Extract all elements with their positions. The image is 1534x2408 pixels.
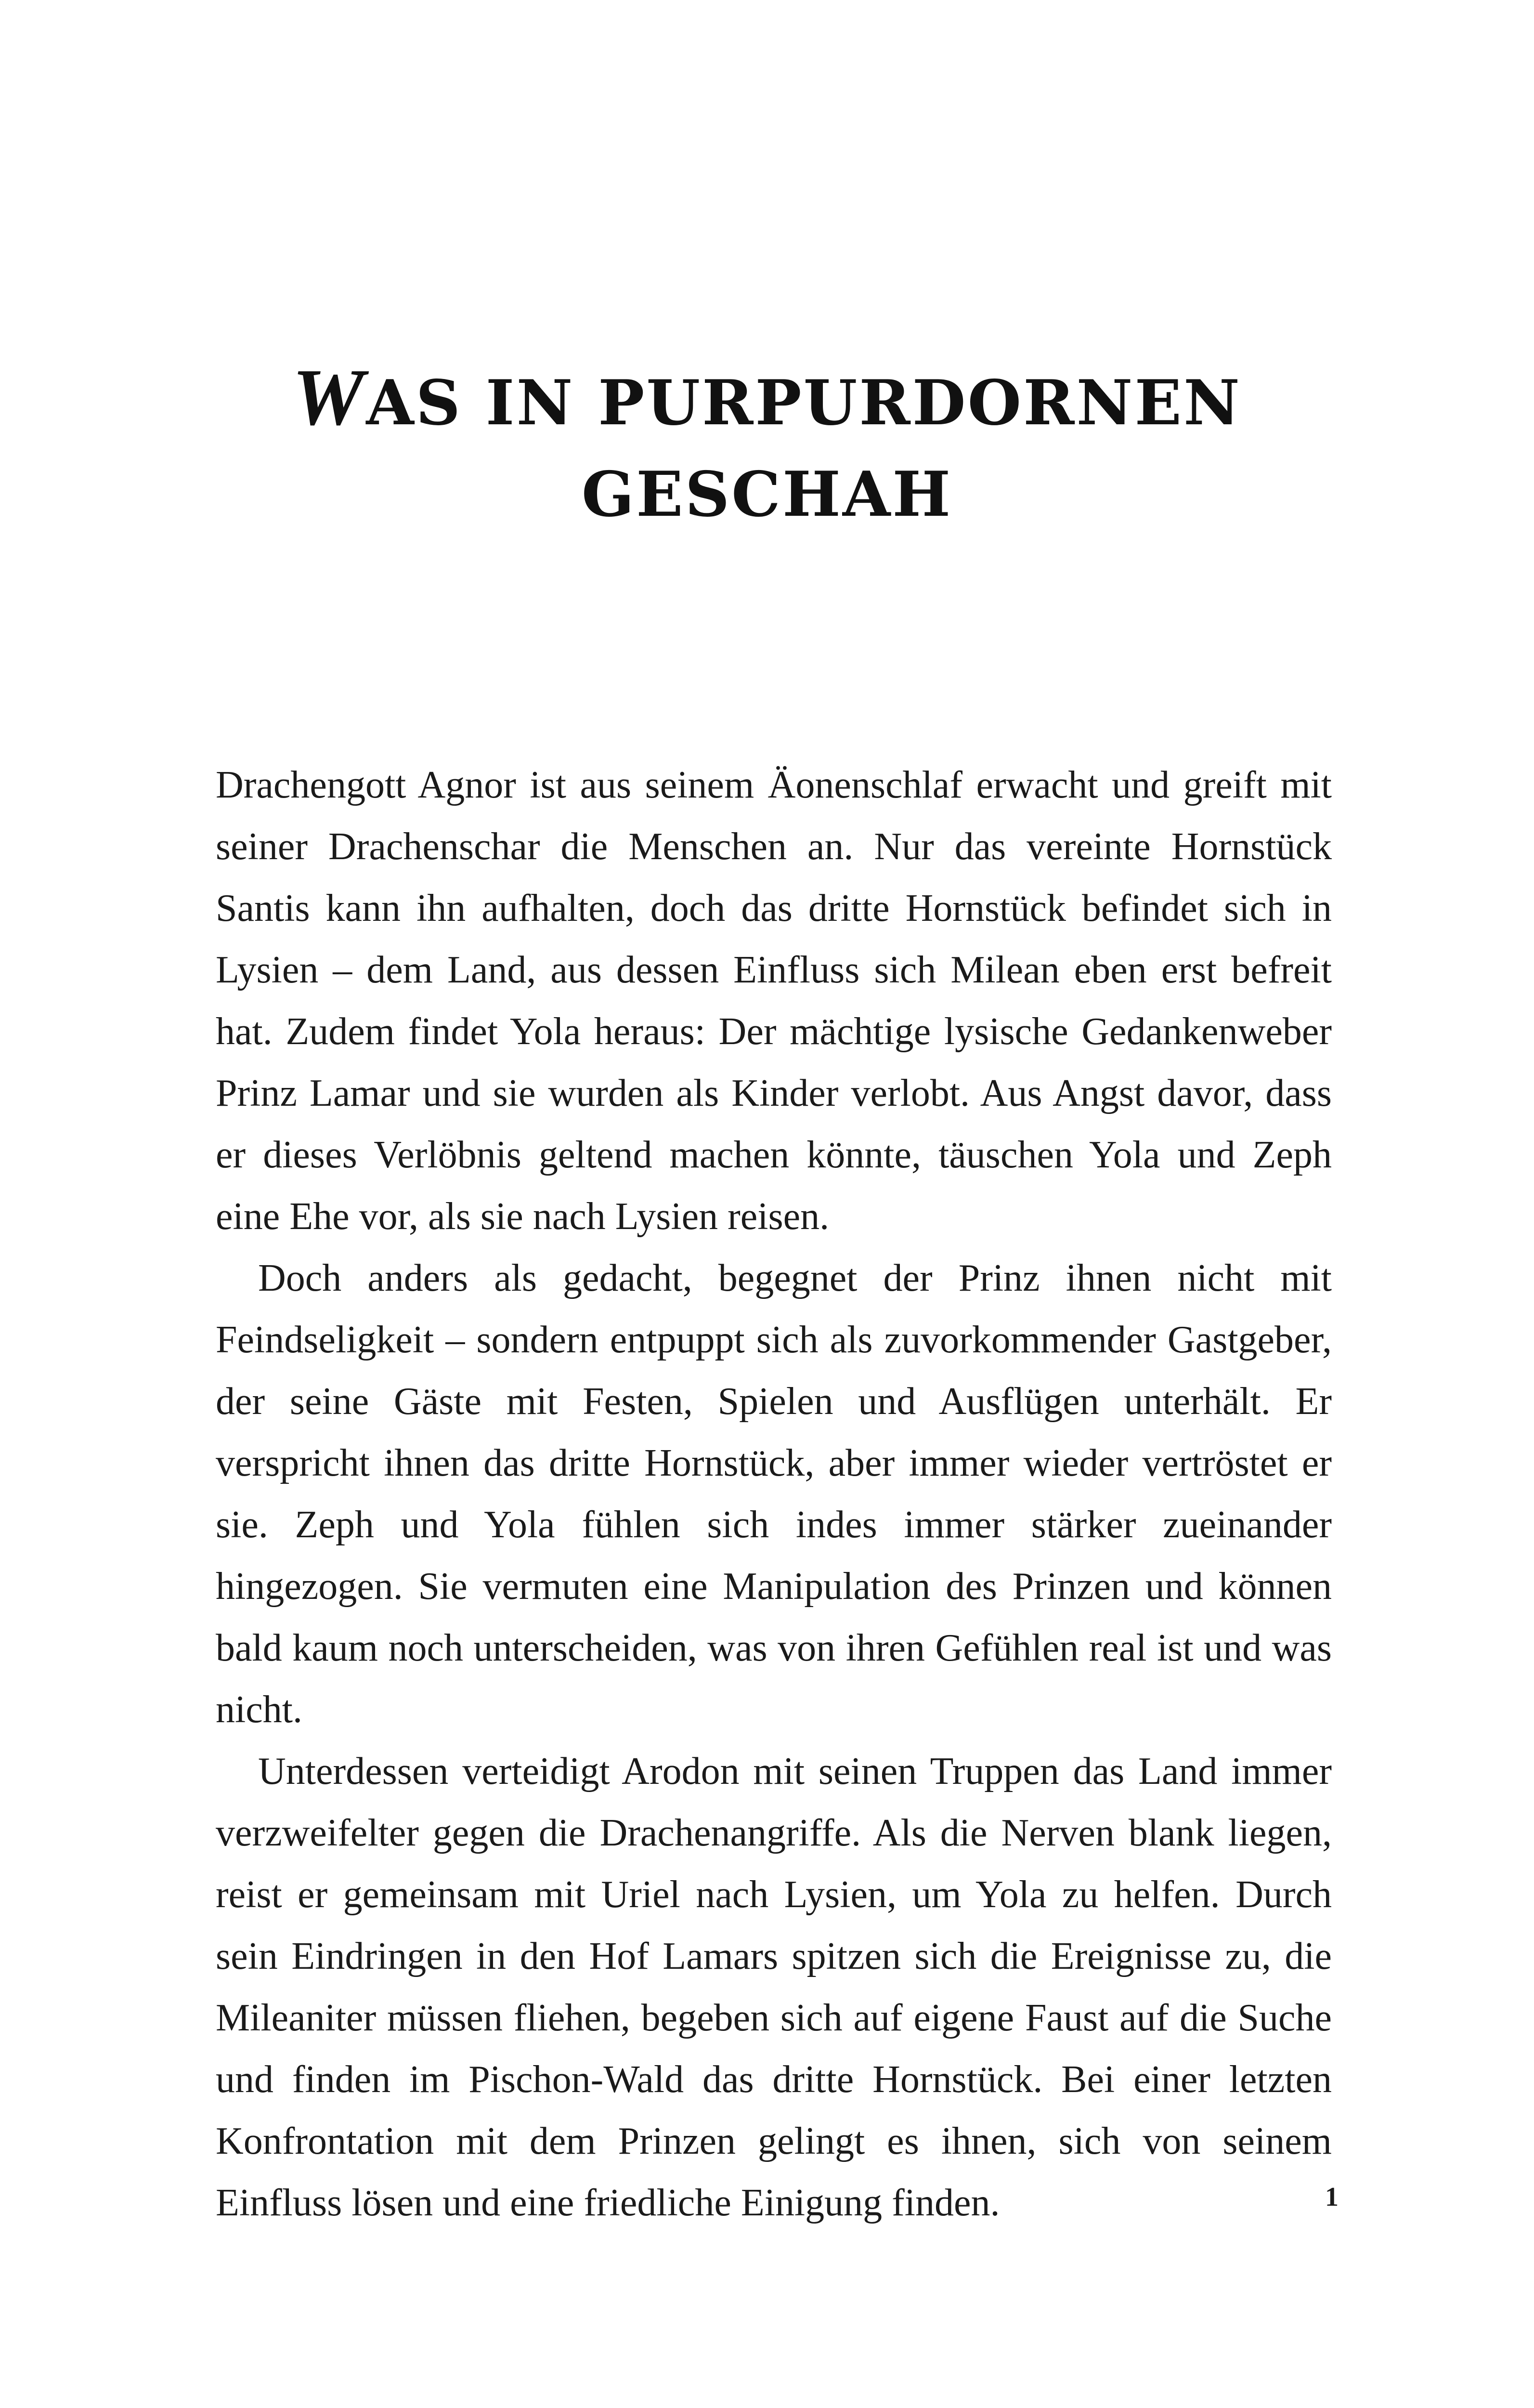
chapter-title-initial: W: [292, 353, 366, 442]
chapter-title: [217, 352, 1317, 540]
chapter-body: [216, 754, 1332, 2234]
chapter-title-line-2: GESCHAH: [581, 458, 953, 531]
paragraph-1: Drachengott Agnor ist aus seinem Äonenschlaf erwacht und greift mit seiner Drachenschar die Menschen an. Nur das vereinte Hornstück Santis kann ihn aufhalten, doch das dritte Hornstück befindet sich in Lysien – dem Land, aus dessen Einfluss sich Milean eben erst befreit hat. Zudem findet Yola heraus: Der mächtige lysische Gedankenweber Prinz Lamar und sie wurden als Kinder verlobt. Aus Angst davor, dass er dieses Verlöbnis geltend machen könnte, täuschen Yola und Zeph eine Ehe vor, als sie nach Lysien reisen.: [216, 764, 1332, 1238]
paragraph-3: Unterdessen verteidigt Arodon mit seinen Truppen das Land immer verzweifelter gegen die Drachenangriffe. Als die Nerven blank liegen, reist er gemeinsam mit Uriel nach Lysien, um Yola zu helfen. Durch sein Eindringen in den Hof Lamars spitzen sich die Ereignisse zu, die Mileaniter müssen fliehen, begeben sich auf eigene Faust auf die Suche und finden im Pischon-Wald das dritte Hornstück. Bei einer letzten Konfrontation mit dem Prinzen gelingt es ihnen, sich von seinem Einfluss lösen und eine friedliche Einigung finden.: [216, 1750, 1332, 2224]
chapter-title-line-1-text: AS IN PURPURDORNEN: [366, 367, 1242, 439]
paragraph-2: Doch anders als gedacht, begegnet der Prinz ihnen nicht mit Feindseligkeit – sondern entpuppt sich als zuvorkommender Gastgeber, der seine Gäste mit Festen, Spielen und Ausflügen unterhält. Er verspricht ihnen das dritte Hornstück, aber immer wieder vertröstet er sie. Zeph und Yola fühlen sich indes immer stärker zueinander hingezogen. Sie vermuten eine Manipulation des Prinzen und können bald kaum noch unterscheiden, was von ihren Gefühlen real ist und was nicht.: [216, 1257, 1332, 1731]
page-number: 1: [1325, 2182, 1339, 2212]
chapter-title-line-1: [217, 352, 1317, 449]
